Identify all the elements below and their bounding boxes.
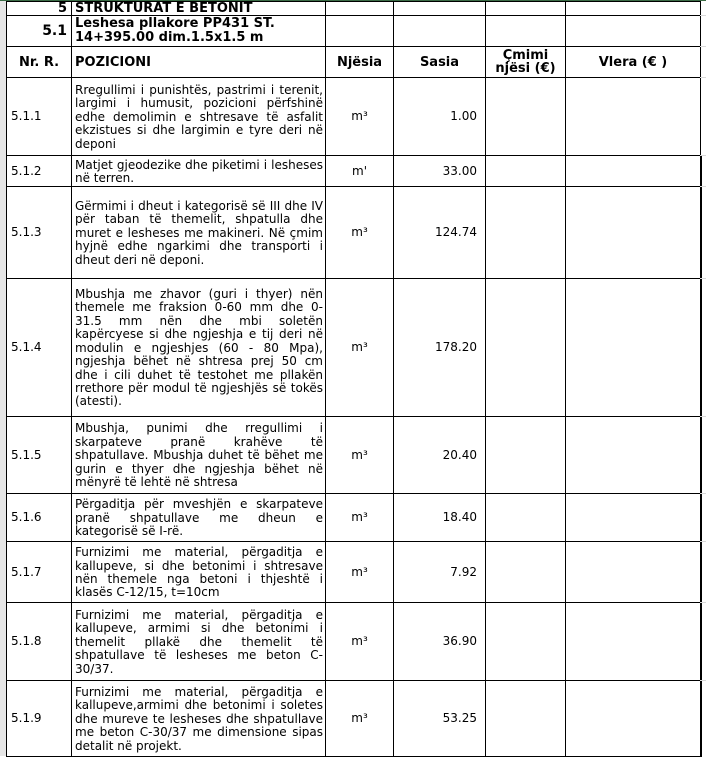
row-value[interactable] xyxy=(566,78,701,156)
row-description[interactable]: Furnizimi me material, përgaditja e kallupeve, si dhe betonimi i shtresave nën themele nga betoni i thjeshtë i klasës C-12/15, t=10cm xyxy=(72,542,326,603)
row-quantity[interactable]: 18.40 xyxy=(394,494,486,542)
empty-cell[interactable] xyxy=(394,2,486,16)
subsection-number[interactable]: 5.1 xyxy=(7,16,72,47)
row-number[interactable]: 5.1.4 xyxy=(7,279,72,417)
row-number[interactable]: 5.1.6 xyxy=(7,494,72,542)
row-unit-price[interactable] xyxy=(486,78,566,156)
row-quantity[interactable]: 33.00 xyxy=(394,156,486,187)
row-unit[interactable]: m³ xyxy=(326,542,394,603)
column-header-pozicioni[interactable]: POZICIONI xyxy=(72,47,326,78)
gridline xyxy=(700,602,706,603)
row-description[interactable]: Matjet gjeodezike dhe piketimi i lesheses në terren. xyxy=(72,156,326,187)
row-value[interactable] xyxy=(566,417,701,494)
row-unit-price[interactable] xyxy=(486,542,566,603)
gridline xyxy=(700,77,706,78)
gridline xyxy=(700,680,706,681)
column-header-njesia[interactable]: Njësia xyxy=(326,47,394,78)
row-description[interactable]: Furnizimi me material, përgaditja e kallupeve,armimi dhe betonimi i soletes dhe mureve te lesheses dhe shpatullave me beton C-30/37 me dimensione sipas detalit në projekt. xyxy=(72,681,326,757)
table-row xyxy=(7,187,701,279)
gridline xyxy=(700,278,706,279)
row-quantity[interactable]: 124.74 xyxy=(394,187,486,279)
subsection-row xyxy=(7,16,701,47)
row-quantity[interactable]: 20.40 xyxy=(394,417,486,494)
empty-cell[interactable] xyxy=(394,16,486,47)
row-unit-price[interactable] xyxy=(486,417,566,494)
gridline xyxy=(700,15,706,16)
empty-cell[interactable] xyxy=(326,2,394,16)
column-header-cmimi-line2: njësi (€) xyxy=(495,61,556,77)
row-number[interactable]: 5.1.1 xyxy=(7,78,72,156)
row-quantity[interactable]: 178.20 xyxy=(394,279,486,417)
column-header-vlera[interactable]: Vlera (€ ) xyxy=(566,47,701,78)
row-unit[interactable]: m³ xyxy=(326,603,394,681)
row-unit[interactable]: m³ xyxy=(326,78,394,156)
row-unit[interactable]: m³ xyxy=(326,187,394,279)
column-header-nr[interactable]: Nr. R. xyxy=(7,47,72,78)
row-number[interactable]: 5.1.9 xyxy=(7,681,72,757)
subsection-title-line1: Leshesa pllakore PP431 ST. xyxy=(75,16,275,32)
row-number[interactable]: 5.1.5 xyxy=(7,417,72,494)
column-header-cmimi-line1: Çmimi xyxy=(502,48,549,64)
row-description[interactable]: Mbushja me zhavor (guri i thyer) nën themele me fraksion 0-60 mm dhe 0-31.5 mm nën dhe mbi soletën kapërcyese si dhe ngjeshja e tij deri në modulin e ngjeshjes (60 - 80 Mpa), ngjeshja bëhet në shtresa prej 50 cm dhe i cili duhet të testohet me pllakën rrethore për modul të ngjeshjës së tokës (atesti). xyxy=(72,279,326,417)
row-unit-price[interactable] xyxy=(486,156,566,187)
row-description[interactable]: Përgaditja për mveshjën e skarpateve pranë shpatullave me dheun e kategorisë së I-rë. xyxy=(72,494,326,542)
row-unit-price[interactable] xyxy=(486,603,566,681)
row-unit[interactable]: m³ xyxy=(326,279,394,417)
row-value[interactable] xyxy=(566,681,701,757)
row-description[interactable]: Rregullimi i punishtës, pastrimi i terenit, largimi i humusit, pozicioni përfshinë edhe demolimin e shtresave të asfalit ekzistues si dhe largimin e tyre deri në deponi xyxy=(72,78,326,156)
row-unit-price[interactable] xyxy=(486,187,566,279)
table-row xyxy=(7,681,701,757)
gridline xyxy=(700,493,706,494)
gridline xyxy=(700,186,706,187)
gridline xyxy=(700,416,706,417)
row-unit-price[interactable] xyxy=(486,279,566,417)
column-header-row xyxy=(7,47,701,78)
row-number[interactable]: 5.1.3 xyxy=(7,187,72,279)
gridline xyxy=(700,541,706,542)
empty-cell[interactable] xyxy=(486,16,566,47)
empty-cell[interactable] xyxy=(326,16,394,47)
row-unit-price[interactable] xyxy=(486,494,566,542)
table-row xyxy=(7,542,701,603)
subsection-title-line2: 14+395.00 dim.1.5x1.5 m xyxy=(75,30,264,46)
row-value[interactable] xyxy=(566,603,701,681)
row-unit-price[interactable] xyxy=(486,681,566,757)
subsection-title[interactable] xyxy=(72,16,326,47)
table-row xyxy=(7,603,701,681)
row-unit[interactable]: m³ xyxy=(326,417,394,494)
row-description[interactable]: Mbushja, punimi dhe rregullimi i skarpateve pranë krahëve të shpatullave. Mbushja duhet të bëhet me gurin e thyer dhe ngjeshja bëhet në mënyrë të lehtë në shtresa xyxy=(72,417,326,494)
row-description[interactable]: Gërmimi i dheut i kategorisë së III dhe IV për taban të themelit, shpatulla dhe muret e lesheses me makineri. Në çmim hyjnë edhe ngarkimi dhe transporti i dheut deri në deponi. xyxy=(72,187,326,279)
row-value[interactable] xyxy=(566,542,701,603)
row-unit[interactable]: m³ xyxy=(326,494,394,542)
empty-cell[interactable] xyxy=(566,2,701,16)
section-title[interactable]: STRUKTURAT E BETONIT xyxy=(72,2,326,16)
table-row xyxy=(7,417,701,494)
table-row xyxy=(7,156,701,187)
row-number[interactable]: 5.1.2 xyxy=(7,156,72,187)
bill-of-quantities-table xyxy=(6,1,702,757)
table-row xyxy=(7,78,701,156)
table-row xyxy=(7,494,701,542)
row-quantity[interactable]: 53.25 xyxy=(394,681,486,757)
row-number[interactable]: 5.1.8 xyxy=(7,603,72,681)
row-description[interactable]: Furnizimi me material, përgaditja e kallupeve, armimi si dhe betonimi i themelit pllakë dhe themelit të shpatullave të lesheses me beton C-30/37. xyxy=(72,603,326,681)
row-number[interactable]: 5.1.7 xyxy=(7,542,72,603)
column-header-cmimi[interactable] xyxy=(486,47,566,78)
row-unit[interactable]: m³ xyxy=(326,681,394,757)
row-quantity[interactable]: 36.90 xyxy=(394,603,486,681)
table-row xyxy=(7,279,701,417)
row-value[interactable] xyxy=(566,187,701,279)
empty-cell[interactable] xyxy=(566,16,701,47)
row-value[interactable] xyxy=(566,494,701,542)
empty-cell[interactable] xyxy=(486,2,566,16)
row-value[interactable] xyxy=(566,279,701,417)
row-quantity[interactable]: 1.00 xyxy=(394,78,486,156)
gridline xyxy=(700,46,706,47)
column-header-sasia[interactable]: Sasia xyxy=(394,47,486,78)
row-value[interactable] xyxy=(566,156,701,187)
section-row xyxy=(7,2,701,16)
section-number[interactable]: 5 xyxy=(7,2,72,16)
gridline xyxy=(700,155,706,156)
row-quantity[interactable]: 7.92 xyxy=(394,542,486,603)
row-unit[interactable]: m' xyxy=(326,156,394,187)
